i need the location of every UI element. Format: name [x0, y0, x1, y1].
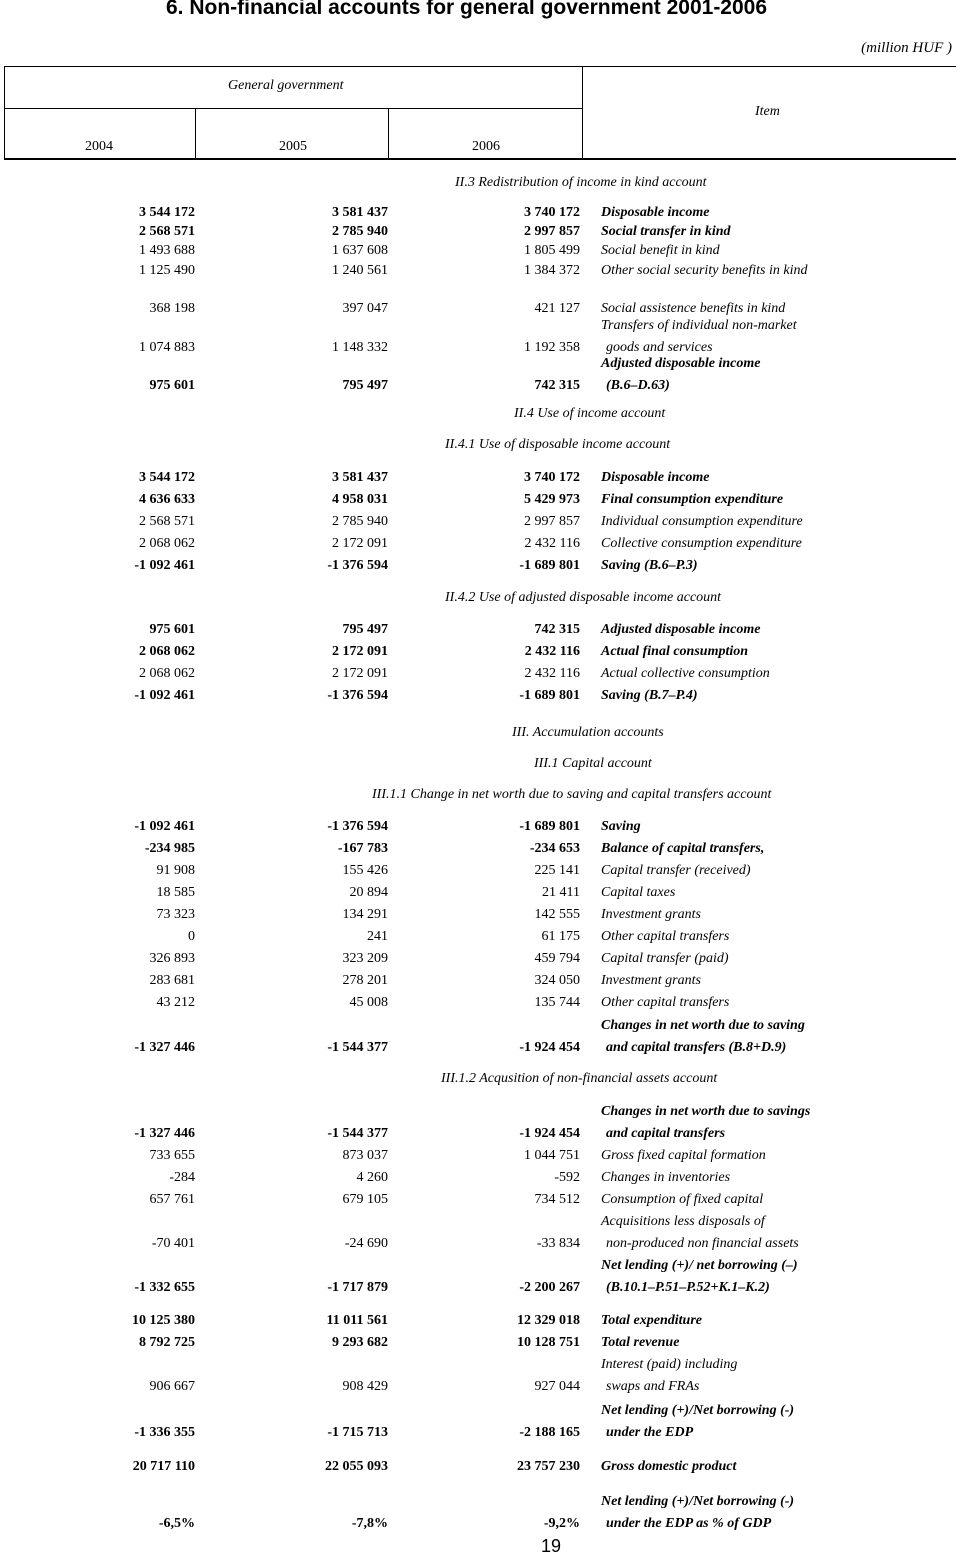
value-2004: -1 092 461 — [134, 688, 195, 703]
table-row — [0, 1403, 960, 1445]
value-2004: -1 327 446 — [134, 1040, 195, 1055]
table-row — [0, 1258, 960, 1300]
item-label-line1: Net lending (+)/Net borrowing (-) — [601, 1494, 795, 1509]
item-label: Other capital transfers — [601, 995, 730, 1010]
value-2005: 1 148 332 — [332, 340, 388, 355]
value-2005: 278 201 — [342, 973, 388, 988]
table-row — [0, 536, 960, 556]
item-label: Actual collective consumption — [601, 666, 770, 681]
item-label: Social assistence benefits in kind — [601, 301, 786, 316]
item-label: Final consumption expenditure — [601, 492, 784, 507]
item-label: Social transfer in kind — [601, 224, 731, 239]
value-2004: 326 893 — [149, 951, 195, 966]
value-2006: 61 175 — [541, 929, 580, 944]
item-label: Gross domestic product — [601, 1459, 737, 1474]
item-label: Consumption of fixed capital — [601, 1192, 764, 1207]
section-heading: II.4.2 Use of adjusted disposable income account — [445, 590, 722, 605]
section-heading: III.1.1 Change in net worth due to saving and capital transfers account — [372, 787, 772, 802]
table-row — [0, 1170, 960, 1190]
value-2004: 8 792 725 — [139, 1335, 195, 1350]
value-2005: 3 581 437 — [332, 205, 388, 220]
table-row — [0, 666, 960, 686]
table-row — [0, 1192, 960, 1212]
item-label: Saving — [601, 819, 641, 834]
value-2004: 43 212 — [156, 995, 195, 1010]
table-row — [0, 492, 960, 512]
value-2005: 22 055 093 — [325, 1459, 388, 1474]
value-2005: 134 291 — [342, 907, 388, 922]
item-label: Saving (B.6–P.3) — [601, 558, 698, 573]
value-2005: -167 783 — [337, 841, 388, 856]
table-row — [0, 1313, 960, 1333]
table-row — [0, 973, 960, 993]
value-2004: 4 636 633 — [139, 492, 195, 507]
value-2006: 3 740 172 — [524, 205, 580, 220]
table-row — [0, 841, 960, 861]
value-2004: 1 493 688 — [139, 243, 195, 258]
value-2005: 2 785 940 — [332, 224, 388, 239]
value-2006: 10 128 751 — [517, 1335, 580, 1350]
value-2004: 906 667 — [149, 1379, 195, 1394]
value-2006: -2 200 267 — [519, 1280, 580, 1295]
value-2004: 3 544 172 — [139, 205, 195, 220]
table-row — [0, 907, 960, 927]
value-2005: 397 047 — [342, 301, 388, 316]
table-row — [0, 356, 960, 398]
item-label-line1: Acquisitions less disposals of — [601, 1214, 765, 1229]
table-row — [0, 243, 960, 263]
value-2005: -1 376 594 — [327, 819, 388, 834]
item-label: Investment grants — [601, 973, 701, 988]
value-2005: 2 785 940 — [332, 514, 388, 529]
value-2006: 742 315 — [534, 378, 580, 393]
item-label: Individual consumption expenditure — [601, 514, 803, 529]
value-2005: 9 293 682 — [332, 1335, 388, 1350]
value-2006: 324 050 — [534, 973, 580, 988]
value-2006: 2 432 116 — [524, 644, 580, 659]
item-label: goods and services — [606, 340, 713, 355]
table-row — [0, 863, 960, 883]
table-row — [0, 1148, 960, 1168]
item-label-line1: Interest (paid) including — [601, 1357, 738, 1372]
value-2004: -1 336 355 — [134, 1425, 195, 1440]
value-2004: 1 125 490 — [139, 263, 195, 278]
table-row — [0, 514, 960, 534]
item-label: Adjusted disposable income — [601, 622, 761, 637]
value-2006: 927 044 — [534, 1379, 580, 1394]
value-2004: 18 585 — [156, 885, 195, 900]
item-label-line1: Changes in net worth due to saving — [601, 1018, 805, 1033]
page-number: 19 — [541, 1536, 562, 1556]
item-label: Disposable income — [601, 205, 710, 220]
item-label: Changes in inventories — [601, 1170, 731, 1185]
header-item-label: Item — [755, 104, 780, 119]
table-row — [0, 205, 960, 225]
value-2005: 1 637 608 — [332, 243, 388, 258]
value-2004: 368 198 — [149, 301, 195, 316]
section-heading: III.1.2 Acqusition of non-financial assets account — [441, 1071, 718, 1086]
table-row — [0, 1018, 960, 1060]
value-2005: 323 209 — [342, 951, 388, 966]
value-2005: 45 008 — [349, 995, 388, 1010]
value-2006: 1 044 751 — [524, 1148, 580, 1163]
value-2004: -1 092 461 — [134, 819, 195, 834]
table-row — [0, 224, 960, 244]
value-2004: -1 092 461 — [134, 558, 195, 573]
item-label: Disposable income — [601, 470, 710, 485]
table-row — [0, 263, 960, 283]
item-label-line1: Changes in net worth due to savings — [601, 1104, 811, 1119]
table-row — [0, 1494, 960, 1536]
value-2005: -7,8% — [351, 1516, 388, 1531]
item-label: swaps and FRAs — [606, 1379, 700, 1394]
value-2005: -1 376 594 — [327, 688, 388, 703]
value-2006: 1 192 358 — [524, 340, 580, 355]
value-2004: -234 985 — [144, 841, 195, 856]
header-year-2004: 2004 — [85, 139, 113, 154]
value-2004: 0 — [188, 929, 195, 944]
value-2006: 421 127 — [534, 301, 580, 316]
value-2006: 5 429 973 — [524, 492, 580, 507]
table-row — [0, 470, 960, 490]
value-2006: 2 432 116 — [524, 536, 580, 551]
value-2004: 2 068 062 — [139, 644, 195, 659]
item-label: and capital transfers — [606, 1126, 726, 1141]
table-row — [0, 885, 960, 905]
value-2005: 873 037 — [342, 1148, 388, 1163]
value-2006: 2 432 116 — [524, 666, 580, 681]
item-label: Other capital transfers — [601, 929, 730, 944]
item-label: Total revenue — [601, 1335, 680, 1350]
item-label: Other social security benefits in kind — [601, 263, 808, 278]
table-row — [0, 622, 960, 642]
value-2005: 11 011 561 — [326, 1313, 388, 1328]
item-label: Social benefit in kind — [601, 243, 720, 258]
value-2004: 733 655 — [149, 1148, 195, 1163]
value-2005: -1 544 377 — [327, 1040, 388, 1055]
value-2006: -1 689 801 — [519, 558, 580, 573]
value-2005: 795 497 — [342, 378, 388, 393]
table-row — [0, 1335, 960, 1355]
unit-label: (million HUF ) — [861, 40, 952, 56]
table-row — [0, 558, 960, 578]
value-2005: 241 — [367, 929, 388, 944]
value-2006: 1 384 372 — [524, 263, 580, 278]
table-row — [0, 819, 960, 839]
value-2004: -1 332 655 — [134, 1280, 195, 1295]
value-2006: 135 744 — [534, 995, 580, 1010]
value-2005: 2 172 091 — [332, 644, 388, 659]
item-label: (B.10.1–P.51–P.52+K.1–K.2) — [606, 1280, 770, 1295]
value-2004: 1 074 883 — [139, 340, 195, 355]
value-2004: 283 681 — [149, 973, 195, 988]
section-heading: II.4 Use of income account — [514, 406, 666, 421]
item-label: under the EDP as % of GDP — [606, 1516, 772, 1531]
table-row — [0, 951, 960, 971]
section-heading: II.3 Redistribution of income in kind account — [455, 175, 707, 190]
value-2006: 23 757 230 — [517, 1459, 580, 1474]
table-row — [0, 644, 960, 664]
value-2004: 2 568 571 — [139, 224, 195, 239]
value-2004: 2 068 062 — [139, 536, 195, 551]
item-label: Total expenditure — [601, 1313, 702, 1328]
value-2006: 142 555 — [534, 907, 580, 922]
value-2004: 10 125 380 — [132, 1313, 195, 1328]
page-title: 6. Non-financial accounts for general government 2001-2006 — [166, 0, 768, 19]
item-label-line1: Net lending (+)/Net borrowing (-) — [601, 1403, 795, 1418]
value-2006: 459 794 — [534, 951, 580, 966]
value-2006: 225 141 — [534, 863, 580, 878]
value-2006: 742 315 — [534, 622, 580, 637]
value-2004: 2 068 062 — [139, 666, 195, 681]
value-2006: 3 740 172 — [524, 470, 580, 485]
value-2005: 4 260 — [356, 1170, 388, 1185]
value-2004: 3 544 172 — [139, 470, 195, 485]
table-row — [0, 1459, 960, 1479]
section-heading: III. Accumulation accounts — [512, 725, 664, 740]
value-2006: -1 689 801 — [519, 819, 580, 834]
value-2004: -6,5% — [158, 1516, 195, 1531]
value-2006: 2 997 857 — [524, 224, 580, 239]
value-2006: 1 805 499 — [524, 243, 580, 258]
item-label-line1: Net lending (+)/ net borrowing (–) — [601, 1258, 798, 1273]
value-2004: 975 601 — [149, 378, 195, 393]
value-2004: -70 401 — [151, 1236, 195, 1251]
item-label: Capital transfer (received) — [601, 863, 751, 878]
item-label: Saving (B.7–P.4) — [601, 688, 698, 703]
item-label-line1: Transfers of individual non-market — [601, 318, 797, 333]
value-2005: 795 497 — [342, 622, 388, 637]
table-row — [0, 995, 960, 1015]
item-label: Capital taxes — [601, 885, 676, 900]
value-2004: 2 568 571 — [139, 514, 195, 529]
item-label: (B.6–D.63) — [606, 378, 670, 393]
value-2005: -1 544 377 — [327, 1126, 388, 1141]
item-label-line1: Adjusted disposable income — [601, 356, 761, 371]
item-label: Actual final consumption — [601, 644, 749, 659]
table-row — [0, 1357, 960, 1399]
value-2005: -1 717 879 — [327, 1280, 388, 1295]
value-2005: 679 105 — [342, 1192, 388, 1207]
item-label: Investment grants — [601, 907, 701, 922]
value-2006: -234 653 — [529, 841, 580, 856]
table-row — [0, 929, 960, 949]
item-label: Balance of capital transfers, — [601, 841, 765, 856]
header-year-2006: 2006 — [472, 139, 500, 154]
value-2004: 975 601 — [149, 622, 195, 637]
value-2006: -33 834 — [536, 1236, 580, 1251]
value-2004: 73 323 — [156, 907, 195, 922]
value-2005: -1 376 594 — [327, 558, 388, 573]
value-2005: 2 172 091 — [332, 536, 388, 551]
value-2005: 1 240 561 — [332, 263, 388, 278]
value-2005: -1 715 713 — [327, 1425, 388, 1440]
value-2005: 4 958 031 — [332, 492, 388, 507]
value-2006: -1 924 454 — [519, 1040, 580, 1055]
table-row — [0, 318, 960, 360]
value-2005: 3 581 437 — [332, 470, 388, 485]
item-label: Collective consumption expenditure — [601, 536, 802, 551]
value-2004: 20 717 110 — [132, 1459, 195, 1474]
item-label: under the EDP — [606, 1425, 694, 1440]
table-row — [0, 301, 960, 321]
value-2005: 155 426 — [342, 863, 388, 878]
value-2006: -1 924 454 — [519, 1126, 580, 1141]
item-label: Gross fixed capital formation — [601, 1148, 766, 1163]
value-2006: 2 997 857 — [524, 514, 580, 529]
value-2006: -9,2% — [543, 1516, 580, 1531]
header-group-label: General government — [228, 78, 344, 93]
section-heading: II.4.1 Use of disposable income account — [445, 437, 671, 452]
value-2006: 734 512 — [534, 1192, 580, 1207]
value-2006: 12 329 018 — [517, 1313, 580, 1328]
header-year-2005: 2005 — [279, 139, 307, 154]
value-2004: 657 761 — [149, 1192, 195, 1207]
value-2004: -1 327 446 — [134, 1126, 195, 1141]
value-2004: -284 — [169, 1170, 195, 1185]
item-label: Capital transfer (paid) — [601, 951, 729, 966]
table-row — [0, 1214, 960, 1256]
value-2006: 21 411 — [542, 885, 580, 900]
section-heading: III.1 Capital account — [534, 756, 652, 771]
item-label: and capital transfers (B.8+D.9) — [606, 1040, 787, 1055]
value-2006: -592 — [554, 1170, 580, 1185]
table-row — [0, 688, 960, 708]
value-2005: 2 172 091 — [332, 666, 388, 681]
value-2005: -24 690 — [344, 1236, 388, 1251]
value-2006: -2 188 165 — [519, 1425, 580, 1440]
value-2004: 91 908 — [156, 863, 195, 878]
table-row — [0, 1104, 960, 1146]
value-2006: -1 689 801 — [519, 688, 580, 703]
item-label: non-produced non financial assets — [606, 1236, 799, 1251]
value-2005: 908 429 — [342, 1379, 388, 1394]
value-2005: 20 894 — [349, 885, 388, 900]
